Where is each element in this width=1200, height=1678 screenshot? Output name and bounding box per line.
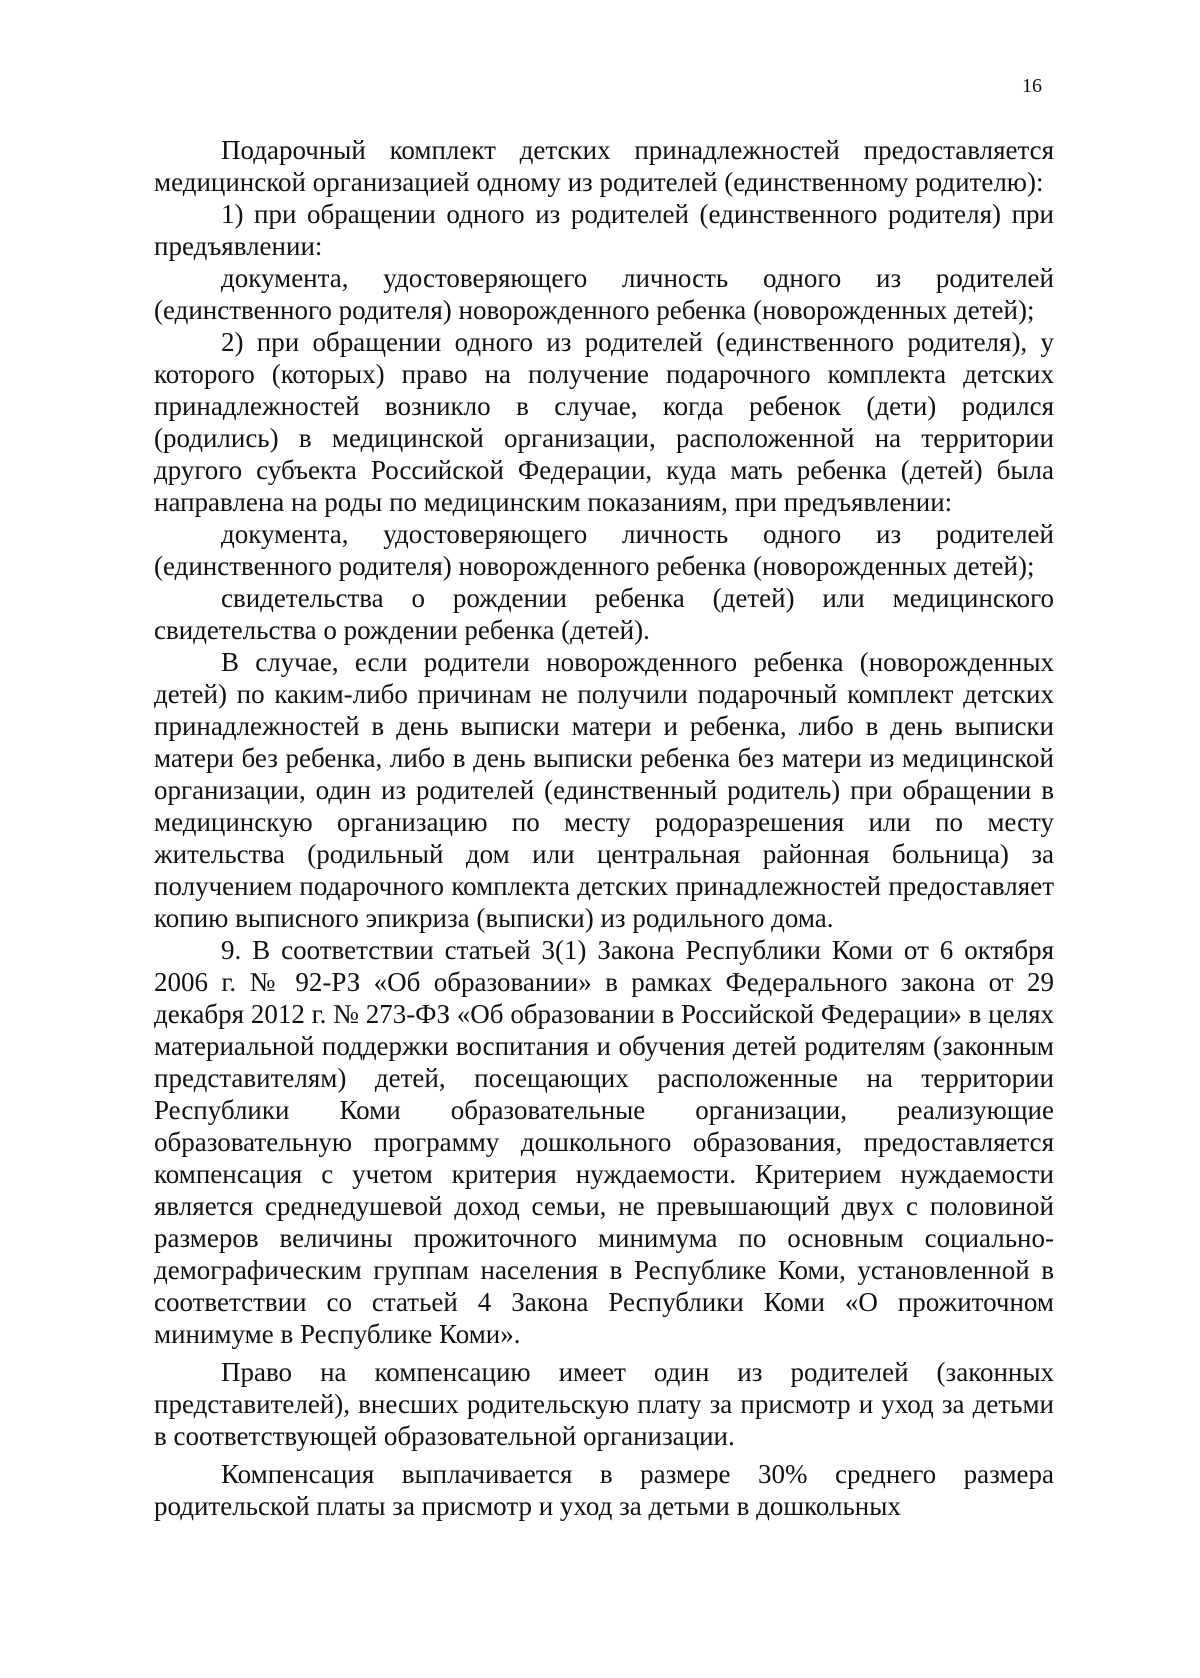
document-body	[154, 134, 1054, 1522]
paragraph-right-to-compensation: Право на компенсацию имеет один из родителей (законных представителей), внесших родительскую плату за присмотр и уход за детьми в соответствующей образовательной организации.	[154, 1357, 1054, 1451]
paragraph-item-2: 2) при обращении одного из родителей (единственного родителя), у которого (которых) право на получение подарочного комплекта детских принадлежностей возникло в случае, когда ребенок (дети) родился (родились) в медицинской организации, расположенной на территории другого субъекта Российской Федерации, куда мать ребенка (детей) была направлена на роды по медицинским показаниям, при предъявлении:	[154, 327, 1054, 517]
paragraph-item-2-certificate: свидетельства о рождении ребенка (детей) или медицинского свидетельства о рождении ребенка (детей).	[154, 583, 1054, 645]
paragraph-missed-gift-set: В случае, если родители новорожденного ребенка (новорожденных детей) по каким-либо причинам не получили подарочный комплект детских принадлежностей в день выписки матери и ребенка, либо в день выписки матери без ребенка, либо в день выписки ребенка без матери из медицинской организации, один из родителей (единственный родитель) при обращении в медицинскую организацию по месту родоразрешения или по месту жительства (родильный дом или центральная районная больница) за получением подарочного комплекта детских принадлежностей предоставляет копию выписного эпикриза (выписки) из родильного дома.	[154, 647, 1054, 933]
paragraph-section-9: 9. В соответствии статьей 3(1) Закона Республики Коми от 6 октября 2006 г. № 92-РЗ «Об образовании» в рамках Федерального закона от 29 декабря 2012 г. № 273-ФЗ «Об образовании в Российской Федерации» в целях материальной поддержки воспитания и обучения детей родителям (законным представителям) детей, посещающих расположенные на территории Республики Коми образовательные организации, реализующие образовательную программу дошкольного образования, предоставляется компенсация с учетом критерия нуждаемости. Критерием нуждаемости является среднедушевой доход семьи, не превышающий двух с половиной размеров величины прожиточного минимума по основным социально-демографическим группам населения в Республике Коми, установленной в соответствии со статьей 4 Закона Республики Коми «О прожиточном минимуме в Республике Коми».	[154, 935, 1054, 1349]
paragraph-item-1-document: документа, удостоверяющего личность одного из родителей (единственного родителя) новорожденного ребенка (новорожденных детей);	[154, 263, 1054, 325]
paragraph-item-1: 1) при обращении одного из родителей (единственного родителя) при предъявлении:	[154, 199, 1054, 261]
paragraph-gift-set-intro: Подарочный комплект детских принадлежностей предоставляется медицинской организацией одному из родителей (единственному родителю):	[154, 135, 1054, 197]
paragraph-item-2-document: документа, удостоверяющего личность одного из родителей (единственного родителя) новорожденного ребенка (новорожденных детей);	[154, 519, 1054, 581]
page-number: 16	[1022, 75, 1042, 97]
paragraph-compensation-amount: Компенсация выплачивается в размере 30% среднего размера родительской платы за присмотр и уход за детьми в дошкольных	[154, 1459, 1054, 1521]
